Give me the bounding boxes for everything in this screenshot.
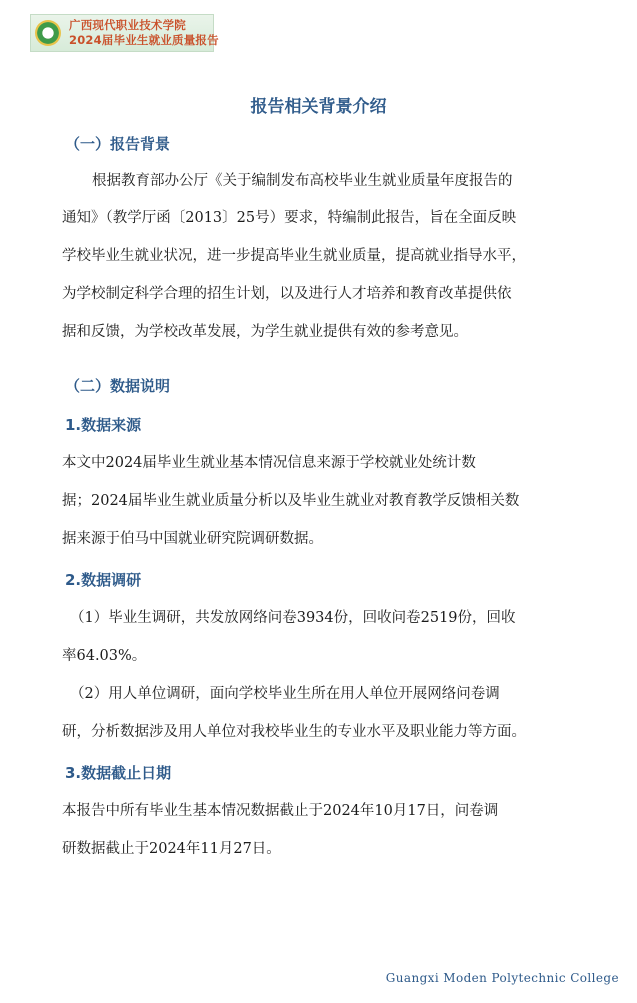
footer-college-name: Guangxi Moden Polytechnic College	[385, 971, 619, 985]
paragraph-line: 研数据截止于2024年11月27日。	[62, 841, 281, 857]
paragraph-line: 学校毕业生就业状况，进一步提高毕业生就业质量，提高就业指导水平，	[62, 248, 526, 264]
paragraph-line: 根据教育部办公厅《关于编制发布高校毕业生就业质量年度报告的	[92, 173, 513, 189]
paragraph-line: 据；2024届毕业生就业质量分析以及毕业生就业对教育教学反馈相关数	[62, 493, 520, 509]
report-name: 2024届毕业生就业质量报告	[69, 33, 219, 47]
paragraph-line: 研，分析数据涉及用人单位对我校毕业生的专业水平及职业能力等方面。	[62, 724, 526, 740]
banner-text	[69, 18, 219, 48]
section-heading-background: （一）报告背景	[65, 135, 171, 153]
paragraph-line: （1）毕业生调研，共发放网络问卷3934份，回收问卷2519份，回收	[70, 610, 516, 626]
school-name: 广西现代职业技术学院	[69, 18, 186, 32]
paragraph-line: 为学校制定科学合理的招生计划，以及进行人才培养和教育改革提供依	[62, 286, 512, 302]
report-header-banner	[30, 14, 219, 52]
paragraph-line: 率64.03%。	[62, 648, 147, 664]
subheading-data-source: 1.数据来源	[65, 416, 142, 434]
subheading-data-deadline: 3.数据截止日期	[65, 764, 172, 782]
subheading-data-survey: 2.数据调研	[65, 571, 142, 589]
school-logo-icon	[35, 20, 61, 46]
paragraph-line: 据和反馈，为学校改革发展，为学生就业提供有效的参考意见。	[62, 324, 468, 340]
paragraph-line: 据来源于伯马中国就业研究院调研数据。	[62, 531, 323, 547]
paragraph-line: 本报告中所有毕业生基本情况数据截止于2024年10月17日，问卷调	[62, 803, 499, 819]
page-title: 报告相关背景介绍	[250, 97, 387, 117]
paragraph-line: （2）用人单位调研，面向学校毕业生所在用人单位开展网络问卷调	[70, 686, 500, 702]
section-heading-data: （二）数据说明	[65, 377, 171, 395]
paragraph-line: 通知》（教学厅函〔2013〕25号）要求，特编制此报告，旨在全面反映	[62, 210, 517, 226]
paragraph-line: 本文中2024届毕业生就业基本情况信息来源于学校就业处统计数	[62, 455, 476, 471]
